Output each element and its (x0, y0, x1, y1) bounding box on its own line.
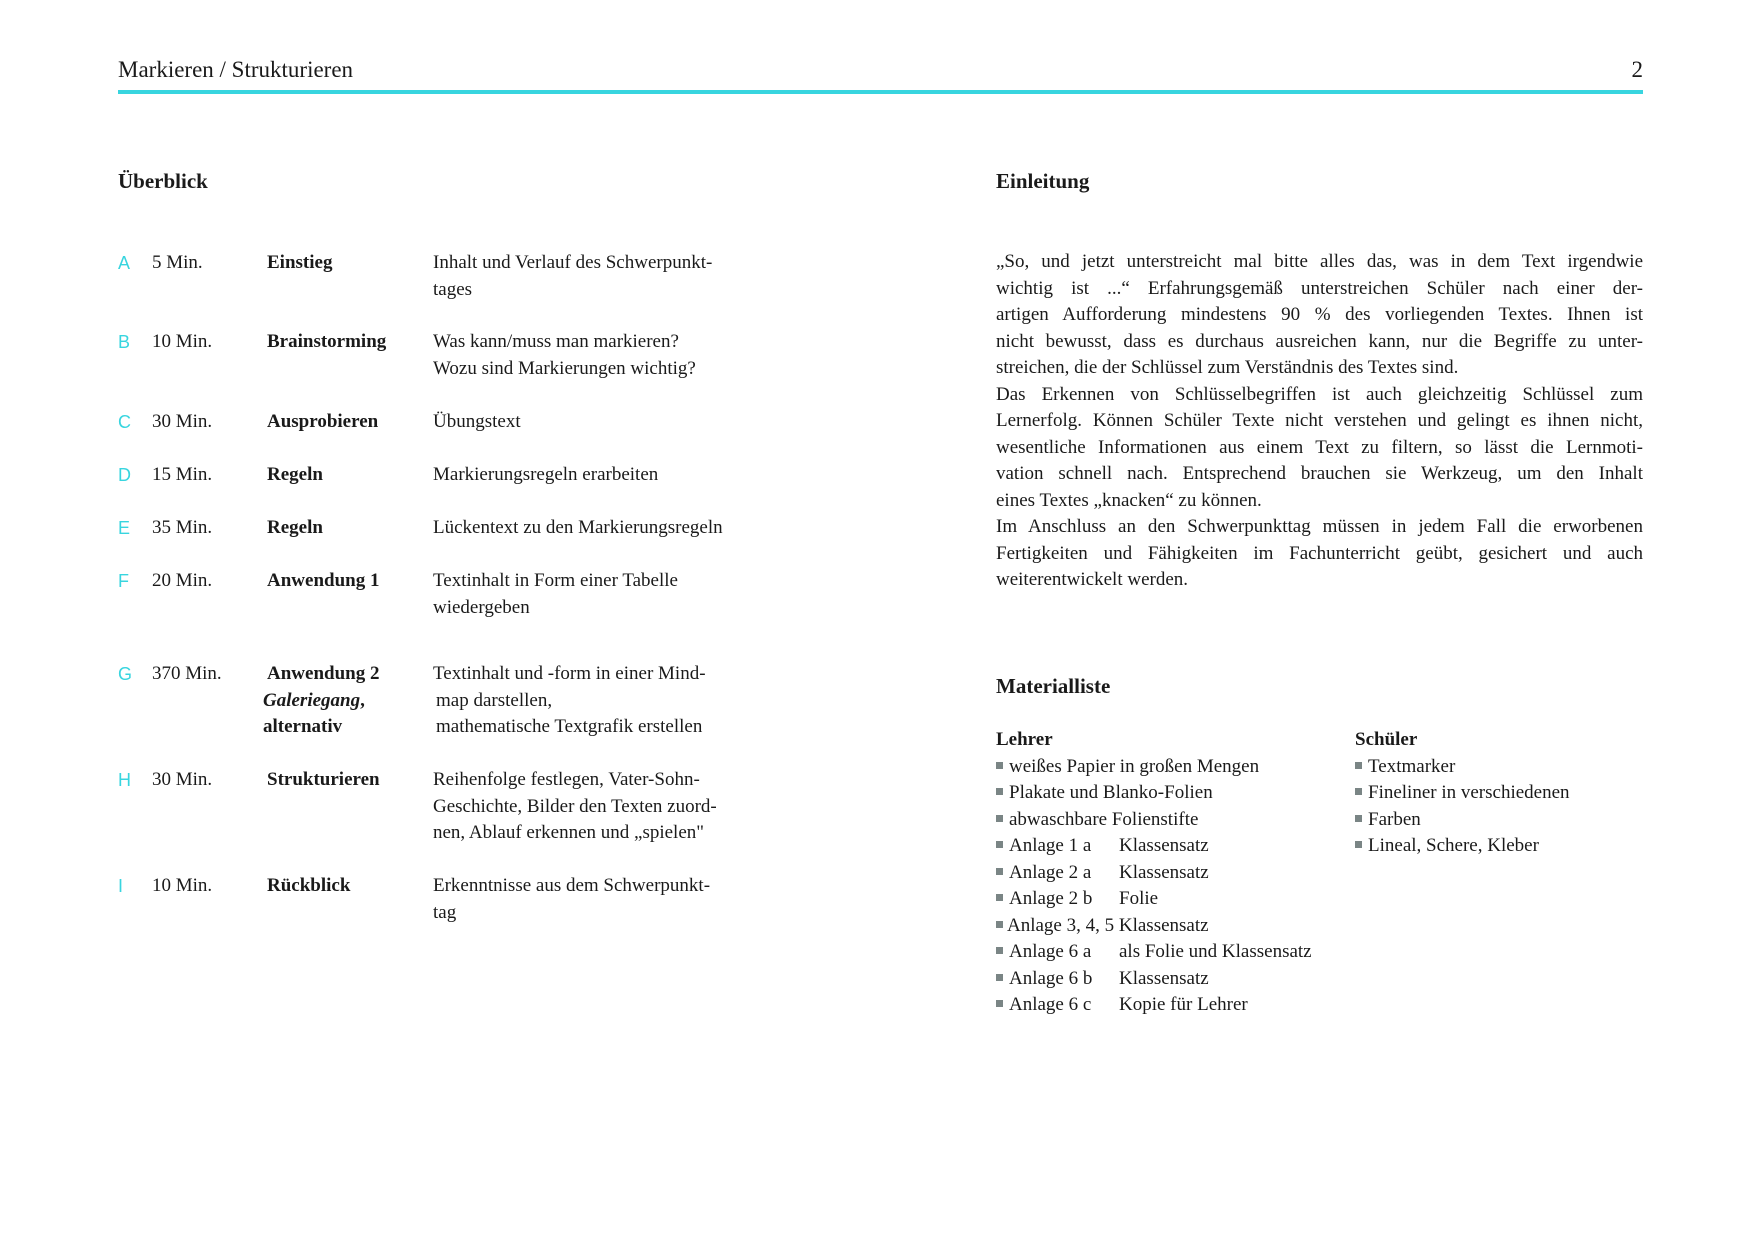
desc-line: Wozu sind Markierungen wichtig? (433, 357, 696, 379)
square-bullet-icon (996, 788, 1003, 795)
row-description (433, 329, 813, 382)
item-name: Anlage 2 a (1009, 861, 1092, 883)
item-name: Plakate und Blanko-Folien (1009, 782, 1213, 803)
list-item (996, 886, 1346, 913)
list-item (996, 754, 1346, 781)
desc-line: Markierungsregeln erarbeiten (433, 464, 659, 485)
row-description (433, 250, 813, 303)
square-bullet-icon (1355, 762, 1362, 769)
square-bullet-icon (996, 868, 1003, 875)
intro-line: Fertigkeiten und Fähigkeiten im Fachunterricht geübt, gesichert und auch (996, 542, 1643, 564)
list-item (1355, 780, 1645, 807)
row-description (433, 767, 813, 847)
row-description (433, 873, 813, 926)
row-title-alt-comma: , (360, 689, 365, 711)
desc-line: tag (433, 901, 457, 923)
row-duration: 15 Min. (152, 464, 213, 485)
item-name: Textmarker (1368, 755, 1456, 777)
intro-line: vation schnell nach. Entsprechend brauchen sie Werkzeug, um den Inhalt (996, 463, 1643, 484)
intro-line: „So, und jetzt unterstreicht mal bitte alles das, was in dem Text irgendwie (996, 251, 1643, 272)
row-description (433, 568, 813, 621)
row-title: Strukturieren (267, 769, 380, 790)
row-letter: H (118, 770, 131, 790)
introduction-text (996, 249, 1643, 594)
row-letter: D (118, 465, 131, 485)
row-description (433, 462, 813, 489)
list-item (996, 966, 1346, 993)
row-duration: 35 Min. (152, 517, 213, 538)
item-detail: Klassensatz (1118, 914, 1209, 936)
list-item (1355, 754, 1645, 781)
row-letter: C (118, 412, 131, 432)
intro-line: wesentliche Informationen aus einem Text zu filtern, so lässt die Lernmoti- (996, 436, 1643, 458)
desc-line: tages (433, 278, 473, 300)
item-name: Anlage 6 c (1009, 994, 1092, 1015)
square-bullet-icon (1355, 788, 1362, 795)
desc-line: Reihenfolge festlegen, Vater-Sohn- (433, 769, 700, 790)
list-item (996, 992, 1346, 1019)
row-duration: 10 Min. (152, 875, 213, 896)
row-title: Regeln (267, 464, 323, 485)
intro-line: weiterentwickelt werden. (996, 569, 1189, 590)
materials-heading: Materialliste (996, 674, 1111, 698)
list-item (996, 807, 1346, 834)
desc-line: Textinhalt und -form in einer Mind- (433, 663, 706, 684)
student-heading: Schüler (1355, 729, 1418, 750)
row-duration: 20 Min. (152, 570, 213, 591)
item-detail: Kopie für Lehrer (1119, 994, 1248, 1015)
row-letter: A (118, 253, 131, 273)
row-title-main: Anwendung 2 (267, 663, 380, 684)
row-duration: 5 Min. (152, 252, 203, 273)
desc-line: wiedergeben (433, 596, 530, 618)
square-bullet-icon (996, 921, 1003, 928)
row-duration: 370 Min. (152, 663, 222, 684)
row-title: Ausprobieren (267, 411, 379, 432)
item-name: Lineal, Schere, Kleber (1368, 835, 1539, 856)
item-name: Fineliner in verschiedenen (1368, 782, 1570, 803)
item-name: Anlage 3, 4, 5 (1007, 914, 1115, 936)
row-duration: 30 Min. (152, 411, 213, 432)
row-letter: E (118, 518, 131, 538)
row-duration: 30 Min. (152, 769, 213, 790)
square-bullet-icon (1355, 815, 1362, 822)
square-bullet-icon (996, 947, 1003, 954)
desc-line: Geschichte, Bilder den Texten zuord- (433, 795, 717, 817)
square-bullet-icon (1355, 841, 1362, 848)
desc-line: Was kann/muss man markieren? (433, 331, 679, 352)
square-bullet-icon (996, 762, 1003, 769)
list-item (996, 780, 1346, 807)
row-title: Brainstorming (267, 331, 387, 352)
square-bullet-icon (996, 815, 1003, 822)
row-title (263, 661, 432, 741)
row-letter: G (118, 664, 133, 684)
item-name: Farben (1368, 808, 1421, 830)
page-number: 2 (1631, 57, 1643, 82)
item-detail: Klassensatz (1119, 967, 1209, 989)
row-title: Regeln (267, 517, 323, 538)
desc-line: Inhalt und Verlauf des Schwerpunkt- (433, 252, 713, 273)
item-name: Anlage 2 b (1009, 888, 1093, 909)
list-item (996, 913, 1346, 940)
square-bullet-icon (996, 1000, 1003, 1007)
item-detail: Klassensatz (1119, 861, 1209, 883)
row-title-alt2: alternativ (263, 716, 343, 737)
intro-line: Das Erkennen von Schlüsselbegriffen ist auch gleichzeitig Schlüssel zum (996, 383, 1643, 405)
item-name: Anlage 1 a (1009, 835, 1092, 856)
desc-line: nen, Ablauf erkennen und „spielen" (433, 822, 705, 843)
list-item (1355, 833, 1645, 860)
desc-line: map darstellen, (436, 689, 553, 711)
desc-line: Erkenntnisse aus dem Schwerpunkt- (433, 875, 711, 896)
row-duration: 10 Min. (152, 331, 213, 352)
row-title: Einstieg (267, 252, 333, 273)
item-detail: Folie (1119, 888, 1159, 909)
intro-line: artigen Aufforderung mindestens 90 % des vorliegenden Textes. Ihnen ist (996, 304, 1643, 325)
list-item (1355, 807, 1645, 834)
desc-line: mathematische Textgrafik erstellen (436, 716, 703, 737)
item-detail: Klassensatz (1119, 835, 1209, 856)
intro-line: streichen, die der Schlüssel zum Verständnis des Textes sind. (996, 357, 1459, 378)
row-letter: F (118, 571, 129, 591)
header-rule (118, 90, 1643, 94)
materials-student-list (1355, 727, 1645, 860)
intro-line: Lernerfolg. Können Schüler Texte nicht verstehen und gelingt es ihnen nicht, (996, 410, 1643, 431)
teacher-heading: Lehrer (996, 729, 1053, 750)
intro-line: Im Anschluss an den Schwerpunkttag müssen in jedem Fall die erworbenen (996, 516, 1643, 537)
introduction-heading: Einleitung (996, 169, 1090, 193)
row-title: Anwendung 1 (267, 570, 380, 591)
square-bullet-icon (996, 894, 1003, 901)
row-description (433, 409, 813, 436)
square-bullet-icon (996, 974, 1003, 981)
intro-line: eines Textes „knacken“ zu können. (996, 489, 1262, 511)
list-item (996, 860, 1346, 887)
row-letter: B (118, 332, 131, 352)
intro-line: wichtig ist ...“ Erfahrungsgemäß unterstreichen Schüler nach einer der- (996, 277, 1643, 299)
intro-line: nicht bewusst, dass es durchaus ausreichen kann, nur die Begriffe zu unter- (996, 330, 1643, 352)
list-item (996, 833, 1346, 860)
list-item (996, 939, 1346, 966)
desc-line: Übungstext (433, 411, 521, 432)
item-detail: als Folie und Klassensatz (1119, 941, 1312, 962)
item-name: weißes Papier in großen Mengen (1009, 755, 1260, 777)
materials-teacher-list (996, 727, 1346, 1019)
row-letter: I (118, 876, 124, 896)
row-title: Rückblick (267, 875, 351, 896)
item-name: Anlage 6 b (1009, 967, 1093, 989)
running-header-title: Markieren / Strukturieren (118, 57, 354, 82)
row-title-alt: Galeriegang (263, 689, 361, 711)
row-description (433, 661, 813, 741)
overview-heading: Überblick (118, 169, 208, 193)
square-bullet-icon (996, 841, 1003, 848)
item-name: abwaschbare Folienstifte (1009, 808, 1199, 830)
row-description (433, 515, 813, 542)
desc-line: Lückentext zu den Markierungsregeln (433, 517, 723, 538)
item-name: Anlage 6 a (1009, 941, 1092, 962)
desc-line: Textinhalt in Form einer Tabelle (433, 570, 678, 591)
